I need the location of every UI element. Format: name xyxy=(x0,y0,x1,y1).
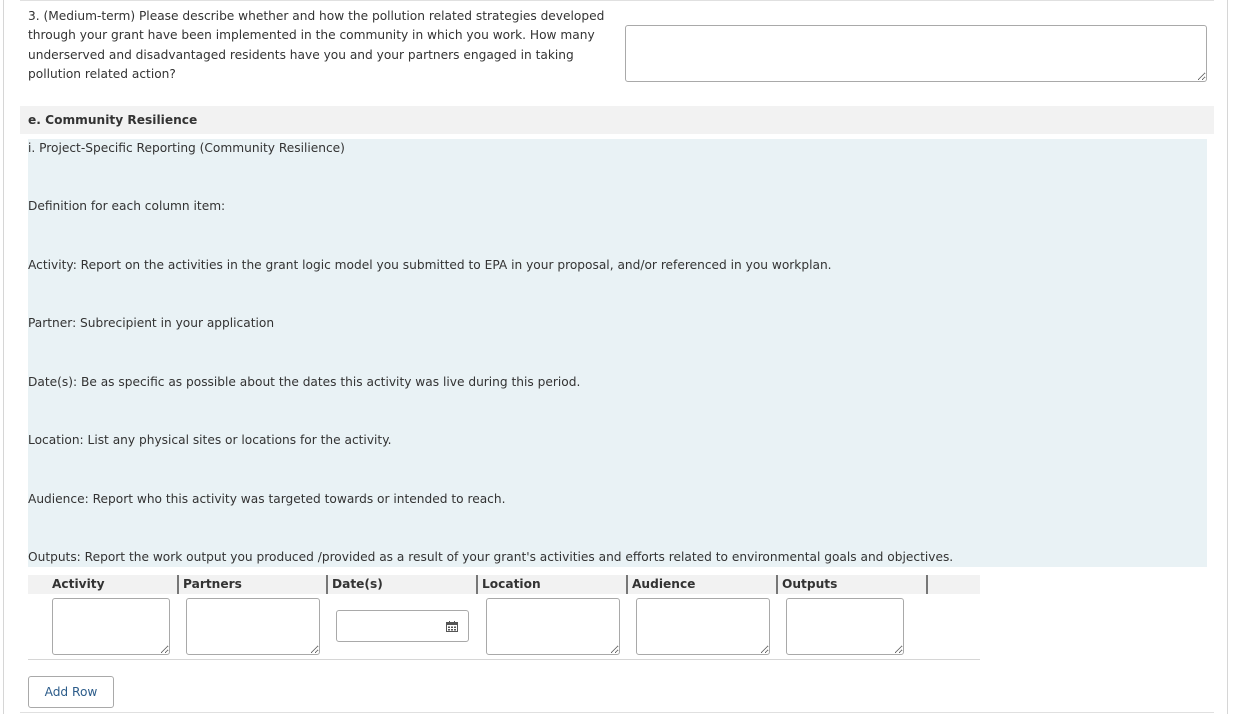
info-location-definition: Location: List any physical sites or locations for the activity. xyxy=(28,433,392,447)
row-divider xyxy=(28,659,980,660)
info-activity-definition: Activity: Report on the activities in the grant logic model you submitted to EPA in your proposal, and/or referenced in you workplan. xyxy=(28,258,832,272)
divider xyxy=(20,0,1214,1)
column-header-outputs: Outputs xyxy=(776,575,926,594)
partners-input[interactable] xyxy=(186,598,320,655)
column-header-activity: Activity xyxy=(52,577,105,591)
location-input[interactable] xyxy=(486,598,620,655)
info-panel xyxy=(28,139,1207,567)
calendar-icon[interactable] xyxy=(446,621,458,632)
question-3-answer[interactable] xyxy=(625,25,1207,82)
dates-input[interactable] xyxy=(337,611,445,643)
add-row-button[interactable]: Add Row xyxy=(28,676,114,708)
divider xyxy=(20,712,1214,713)
question-3-text: 3. (Medium-term) Please describe whether and how the pollution related strategies developed through your grant have been implemented in the community in which you work. How many underserved and disadvantaged residents have you and your partners engaged in taking pollution related action? xyxy=(28,9,605,81)
info-subtitle: i. Project-Specific Reporting (Community Resilience) xyxy=(28,141,345,155)
info-outputs-definition: Outputs: Report the work output you produced /provided as a result of your grant's activities and efforts related to environmental goals and objectives. xyxy=(28,550,954,564)
column-divider xyxy=(926,575,928,594)
info-partner-definition: Partner: Subrecipient in your application xyxy=(28,316,275,330)
section-title: e. Community Resilience xyxy=(20,106,1214,134)
activity-input[interactable] xyxy=(52,598,170,655)
column-header-location: Location xyxy=(476,575,626,594)
column-header-dates: Date(s) xyxy=(326,575,476,594)
dates-field[interactable] xyxy=(336,610,469,642)
column-header-audience: Audience xyxy=(626,575,776,594)
column-header-partners: Partners xyxy=(177,575,327,594)
outputs-input[interactable] xyxy=(786,598,904,655)
info-audience-definition: Audience: Report who this activity was targeted towards or intended to reach. xyxy=(28,492,506,506)
info-dates-definition: Date(s): Be as specific as possible about the dates this activity was live during this period. xyxy=(28,375,581,389)
info-definition-heading: Definition for each column item: xyxy=(28,199,226,213)
grid-header xyxy=(28,575,980,594)
audience-input[interactable] xyxy=(636,598,770,655)
